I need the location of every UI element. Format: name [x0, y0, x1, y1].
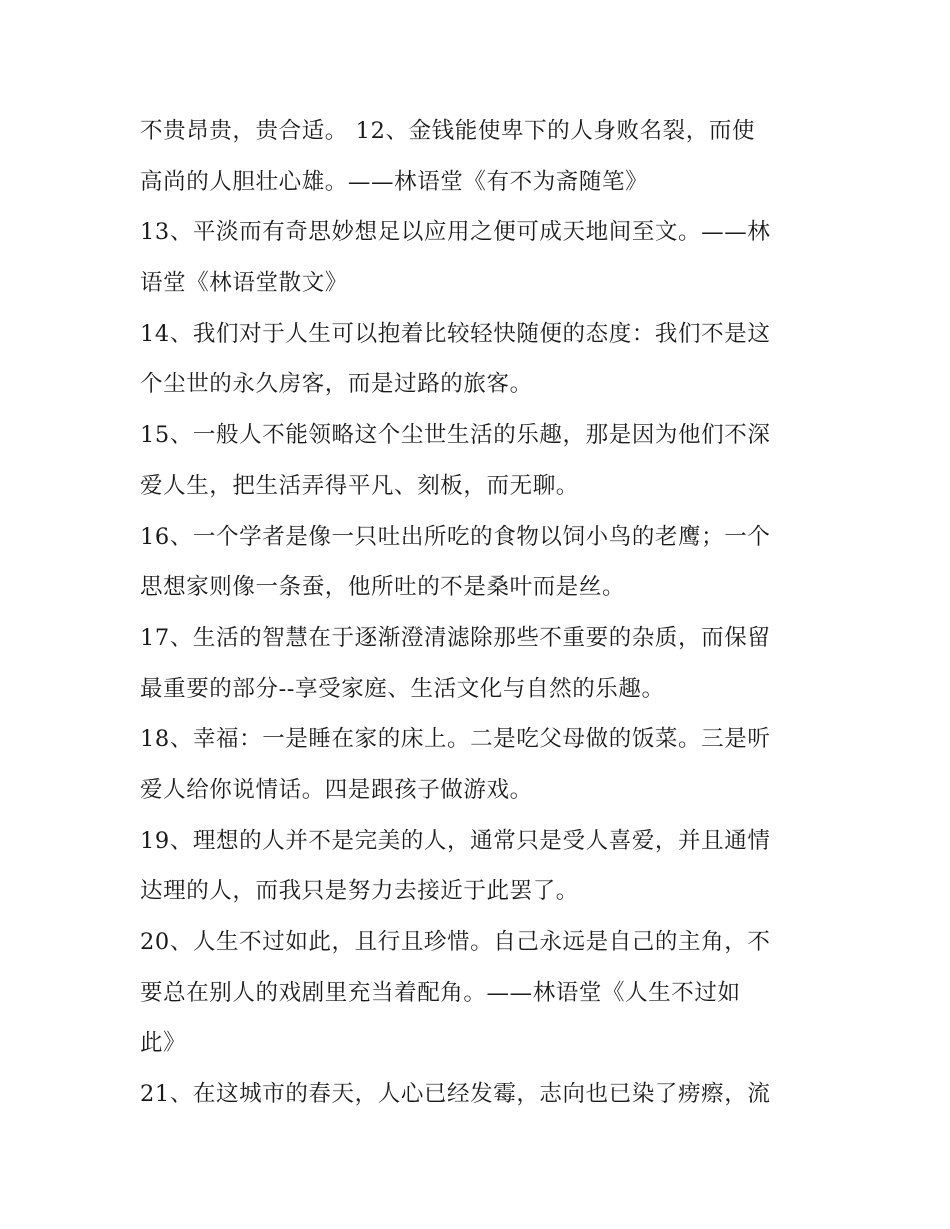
- text-line: 最重要的部分--享受家庭、生活文化与自然的乐趣。: [140, 675, 665, 702]
- text-line: 不贵昂贵，贵合适。 12、金钱能使卑下的人身败名裂，而使: [140, 118, 756, 144]
- quote-text-block: [140, 106, 820, 1120]
- text-line: 19、理想的人并不是完美的人，通常只是受人喜爱，并且通情: [140, 827, 771, 854]
- text-line: 个尘世的永久房客，而是过路的旅客。: [140, 371, 533, 398]
- text-line: 13、平淡而有奇思妙想足以应用之便可成天地间至文。——林: [140, 219, 771, 246]
- text-line: 21、在这城市的春天，人心已经发霉，志向也已染了痨瘵，流: [140, 1081, 771, 1108]
- text-line: 爱人给你说情话。四是跟孩子做游戏。: [140, 776, 533, 803]
- text-line: 20、人生不过如此，且行且珍惜。自己永远是自己的主角，不: [140, 929, 771, 955]
- text-line: 思想家则像一条蚕，他所吐的不是桑叶而是丝。: [140, 574, 626, 601]
- text-line: 高尚的人胆壮心雄。——林语堂《有不为斋随笔》: [140, 168, 649, 195]
- text-line: 18、幸福：一是睡在家的床上。二是吃父母做的饭菜。三是听: [140, 726, 771, 753]
- text-line: 要总在别人的戏剧里充当着配角。——林语堂《人生不过如: [140, 979, 741, 1006]
- text-line: 16、一个学者是像一只吐出所吃的食物以饲小鸟的老鹰；一个: [140, 523, 771, 550]
- text-line: 此》: [140, 1030, 187, 1057]
- text-line: 爱人生，把生活弄得平凡、刻板，而无聊。: [140, 472, 579, 499]
- text-line: 17、生活的智慧在于逐渐澄清滤除那些不重要的杂质，而保留: [140, 624, 771, 651]
- text-line: 15、一般人不能领略这个尘世生活的乐趣，那是因为他们不深: [140, 422, 771, 449]
- text-line: 14、我们对于人生可以抱着比较轻快随便的态度：我们不是这: [140, 320, 771, 347]
- text-line: 达理的人，而我只是努力去接近于此罢了。: [140, 878, 579, 905]
- text-line: 语堂《林语堂散文》: [140, 270, 348, 297]
